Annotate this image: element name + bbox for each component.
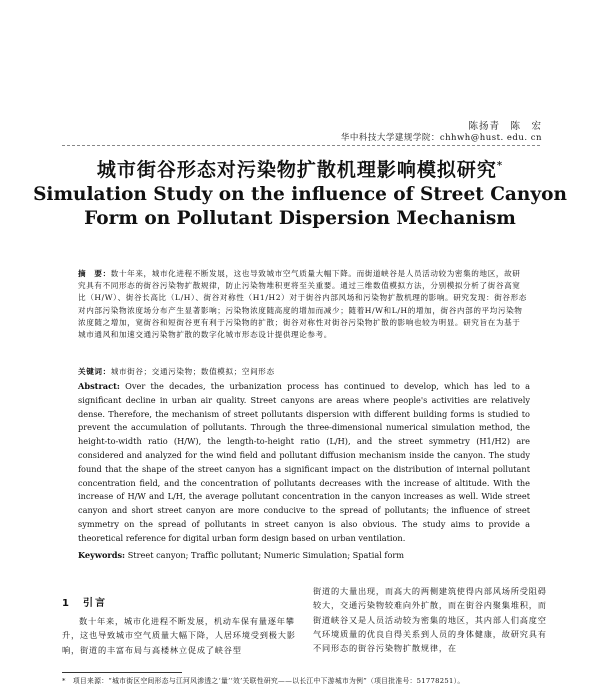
title-english-line-2: Form on Pollutant Dispersion Mechanism [84, 208, 516, 229]
abstract-chinese-label: 摘 要： [78, 269, 111, 278]
author-names: 陈扬青 陈 宏 [468, 121, 542, 132]
abstract-english-label: Abstract: [78, 381, 120, 391]
keywords-english-text: Street canyon; Traffic pollutant; Numeric Simulation; Spatial form [127, 550, 405, 560]
abstract-chinese-text: 数十年来，城市化进程不断发展，这也导致城市空气质量大幅下降。而街道峡谷是人员活动较为密集的地区，故研究具有不同形态的街谷污染物扩散规律，防止污染物堆积更将至关重要。通过三维数值模拟方法，分别模拟分析了街谷高宽比（H/W）、街谷长高比（L/H）、街谷对称性（H1/H2）对于街谷内部风场和污染物扩散机理的影响。研究发现：街谷形态对内部污染物浓度场分布产生显著影响；污染物浓度随高度的增加而减少；随着H/W和L/H的增加，街谷内部的平均污染物浓度随之增加，宽街谷和短街谷更有利于污染物的扩散；街谷对称性对街谷污染物扩散的影响也较为明显。研究旨在为基于城市通风和加速交通污染物扩散的数字化城市形态设计提供理论参考。 [78, 269, 527, 340]
body-text-left-column: 数十年来，城市化进程不断发展，机动车保有量逐年攀升，这也导致城市空气质量大幅下降，人居环境受到极大影响，街道的丰富布局与高楼林立促成了峡谷型 [62, 616, 296, 655]
header-divider [62, 145, 540, 146]
keywords-english-label: Keywords: [78, 550, 126, 560]
title-english-line-1: Simulation Study on the influence of Street Canyon [33, 184, 567, 205]
footnote [62, 675, 464, 685]
footnote-mark: * [62, 677, 66, 685]
abstract-chinese [78, 268, 528, 341]
footnote-divider [62, 672, 182, 673]
section-heading-introduction: 1 引言 [62, 598, 107, 609]
keywords-english [78, 549, 530, 561]
abstract-english [78, 380, 530, 546]
footnote-text: 项目来源：“城市街区空间形态与江河风渗透之‘量’‘效’关联性研究——以长江中下游城市为例”（项目批准号：51778251）。 [72, 677, 465, 685]
title-chinese: 城市街谷形态对污染物扩散机理影响模拟研究* [96, 159, 504, 181]
author-affiliation: 华中科技大学建规学院：chhwh@hust. edu. cn [340, 133, 542, 143]
keywords-chinese-label: 关键词： [78, 367, 111, 376]
abstract-english-text: Over the decades, the urbanization process has continued to develop, which has led to a significant decline in urban air quality. Street canyons are areas where people's activities are relatively dense. Therefore, the mechanism of street pollutants dispersion with different building forms is studied to prevent the accumulation of pollutants. Through the three-dimensional numerical simulation method, the height-to-width ratio (H/W), the length-to-height ratio (L/H), and the street symmetry (H1/H2) are considered and analyzed for the wind field and pollutant diffusion mechanism inside the canyon. The study found that the shape of the street canyon has a significant impact on the distribution of internal pollutant concentration field, and the concentration of pollutants decreases with the increase of altitude. With the increase of H/W and L/H, the average pollutant concentration in the canyon increases as well. Wide street canyon and short street canyon are more conducive to the spread of pollutants; the influence of street symmetry on the spread of pollutants in street canyon is also obvious. The study aims to provide a theoretical reference for digital urban form design based on urban ventilation. [78, 381, 531, 543]
title-footnote-mark: * [496, 160, 504, 172]
keywords-chinese [78, 366, 528, 378]
body-text-right-column: 街道的大量出现，而高大的两侧建筑使得内部风场所受阻碍较大，交通污染物较难向外扩散，而在街谷内聚集堆积，而街道峡谷又是人员活动较为密集的地区，其内部人们高度空气环境质量的优良自得关系到人员的身体健康，故研究具有不同形态的街谷污染物扩散规律，在 [313, 586, 547, 654]
keywords-chinese-text: 城市街谷；交通污染物；数值模拟；空间形态 [110, 367, 275, 376]
